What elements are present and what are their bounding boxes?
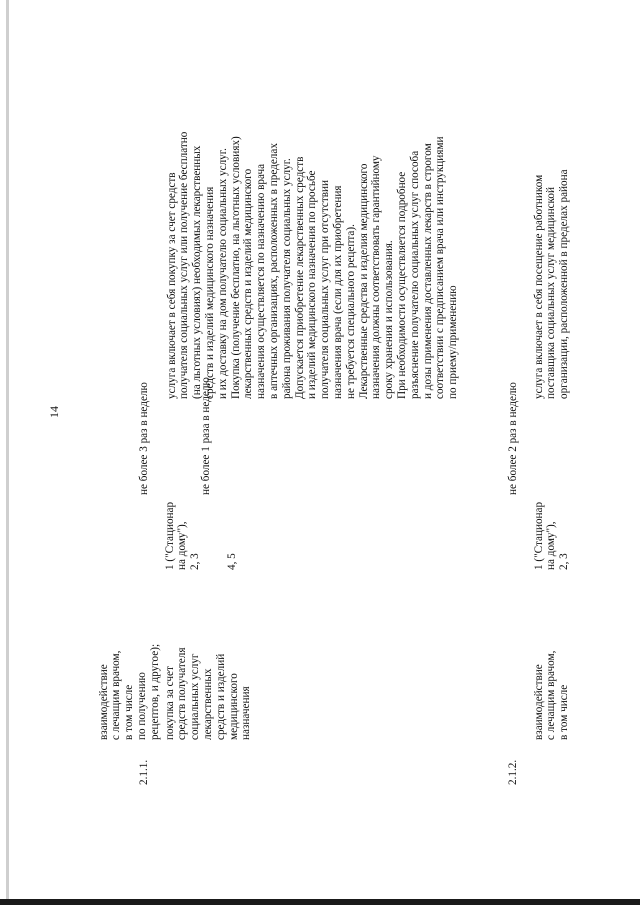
text-line: (на льготных условиях) необходимых лекарственных — [191, 145, 204, 399]
text-line: услуга включает в себя покупку за счет средств — [165, 172, 178, 399]
row-description-2-1-1 — [140, 132, 486, 399]
text-line: 1 ("Стационар — [163, 501, 176, 570]
text-line: соответствии с предписанием врача или инструкциями — [434, 136, 447, 399]
row-period-2-1-2-a: не более 2 раз в неделю — [507, 382, 519, 495]
text-line: медицинского — [227, 673, 240, 740]
text-line: средств и изделий — [214, 653, 227, 740]
text-line: назначения врача (если для их приобретения — [331, 185, 344, 399]
text-line: в аптечных организациях, расположенных в пределах — [267, 143, 280, 399]
text-line: с лечащим врачом, — [110, 650, 123, 740]
row-number-2-1-1: 2.1.1. — [138, 759, 150, 785]
text-line: Лекарственные средства и изделия медицинского — [357, 163, 370, 399]
row-form-2-1-1-b — [200, 553, 264, 570]
row-period-2-1-1-a: не более 3 раз в неделю — [138, 382, 150, 495]
row-name-2-1-2 — [507, 651, 597, 740]
text-line: района проживания получателя социальных услуг. — [280, 158, 293, 399]
row-description-2-1-2 — [507, 169, 597, 399]
text-line: 1 ("Стационар — [532, 501, 545, 570]
text-line: по получению — [135, 672, 148, 740]
text-line: поставщика социальных услуг медицинской — [545, 187, 558, 399]
text-line: назначения — [240, 686, 253, 740]
text-line: лекарственных — [201, 668, 214, 740]
text-line: и изделий медицинского назначения по просьбе — [306, 170, 319, 399]
text-line: 2, 3 — [189, 553, 202, 570]
text-line: 2, 3 — [558, 553, 571, 570]
text-line: и дозы применения доставленных лекарств в строгом — [421, 143, 434, 399]
text-line: услуга включает в себя посещение работником — [532, 174, 545, 399]
row-period-2-1-1-b: не более 1 раза в неделю — [200, 377, 212, 495]
text-line: в том числе — [123, 684, 136, 740]
text-line: Покупка (получение бесплатно, на льготных условиях) — [229, 136, 242, 399]
text-line: по приему/применению — [447, 285, 460, 399]
page-number: 14 — [47, 406, 61, 418]
text-line: рецептов, и другое); — [148, 643, 161, 740]
text-line: сроку хранения и использования. — [383, 240, 396, 399]
text-line: 4, 5 — [225, 553, 238, 570]
text-line: на дому"), — [545, 521, 558, 570]
text-line: не требуется специального рецепта). — [344, 224, 357, 399]
row-number-2-1-2: 2.1.2. — [507, 759, 519, 785]
text-line: взаимодействие — [532, 664, 545, 740]
text-line: в том числе — [558, 684, 571, 740]
text-line: получателя социальных услуг или получение бесплатно — [178, 131, 191, 399]
text-line: Допускается приобретение лекарственных средств — [293, 156, 306, 399]
text-line: средств получателя — [176, 647, 189, 740]
text-line: и их доставку на дом получателю социальных услуг. — [216, 148, 229, 399]
text-line: получателя социальных услуг при отсутствии — [319, 180, 332, 399]
text-line: назначения осуществляется по назначению врача — [255, 163, 268, 399]
row-name-2-1-1 — [138, 648, 279, 741]
row-form-2-1-2-a — [507, 502, 597, 570]
text-line: лекарственных средств и изделий медицинского — [242, 168, 255, 399]
text-line: При необходимости осуществляется подробное — [395, 171, 408, 399]
text-line: взаимодействие — [97, 664, 110, 740]
text-line: средств и изделий медицинского назначения — [203, 186, 216, 399]
text-line: организации, расположенной в пределах района — [558, 169, 571, 399]
text-line: социальных услуг — [189, 653, 202, 740]
text-line: покупка за счет — [163, 666, 176, 740]
text-line: назначения должны соответствовать гарантийному — [370, 155, 383, 399]
text-line: разъяснение получателю социальных услуг способа — [408, 150, 421, 399]
text-line: с лечащим врачом, — [545, 650, 558, 740]
text-line: на дому"), — [176, 521, 189, 570]
